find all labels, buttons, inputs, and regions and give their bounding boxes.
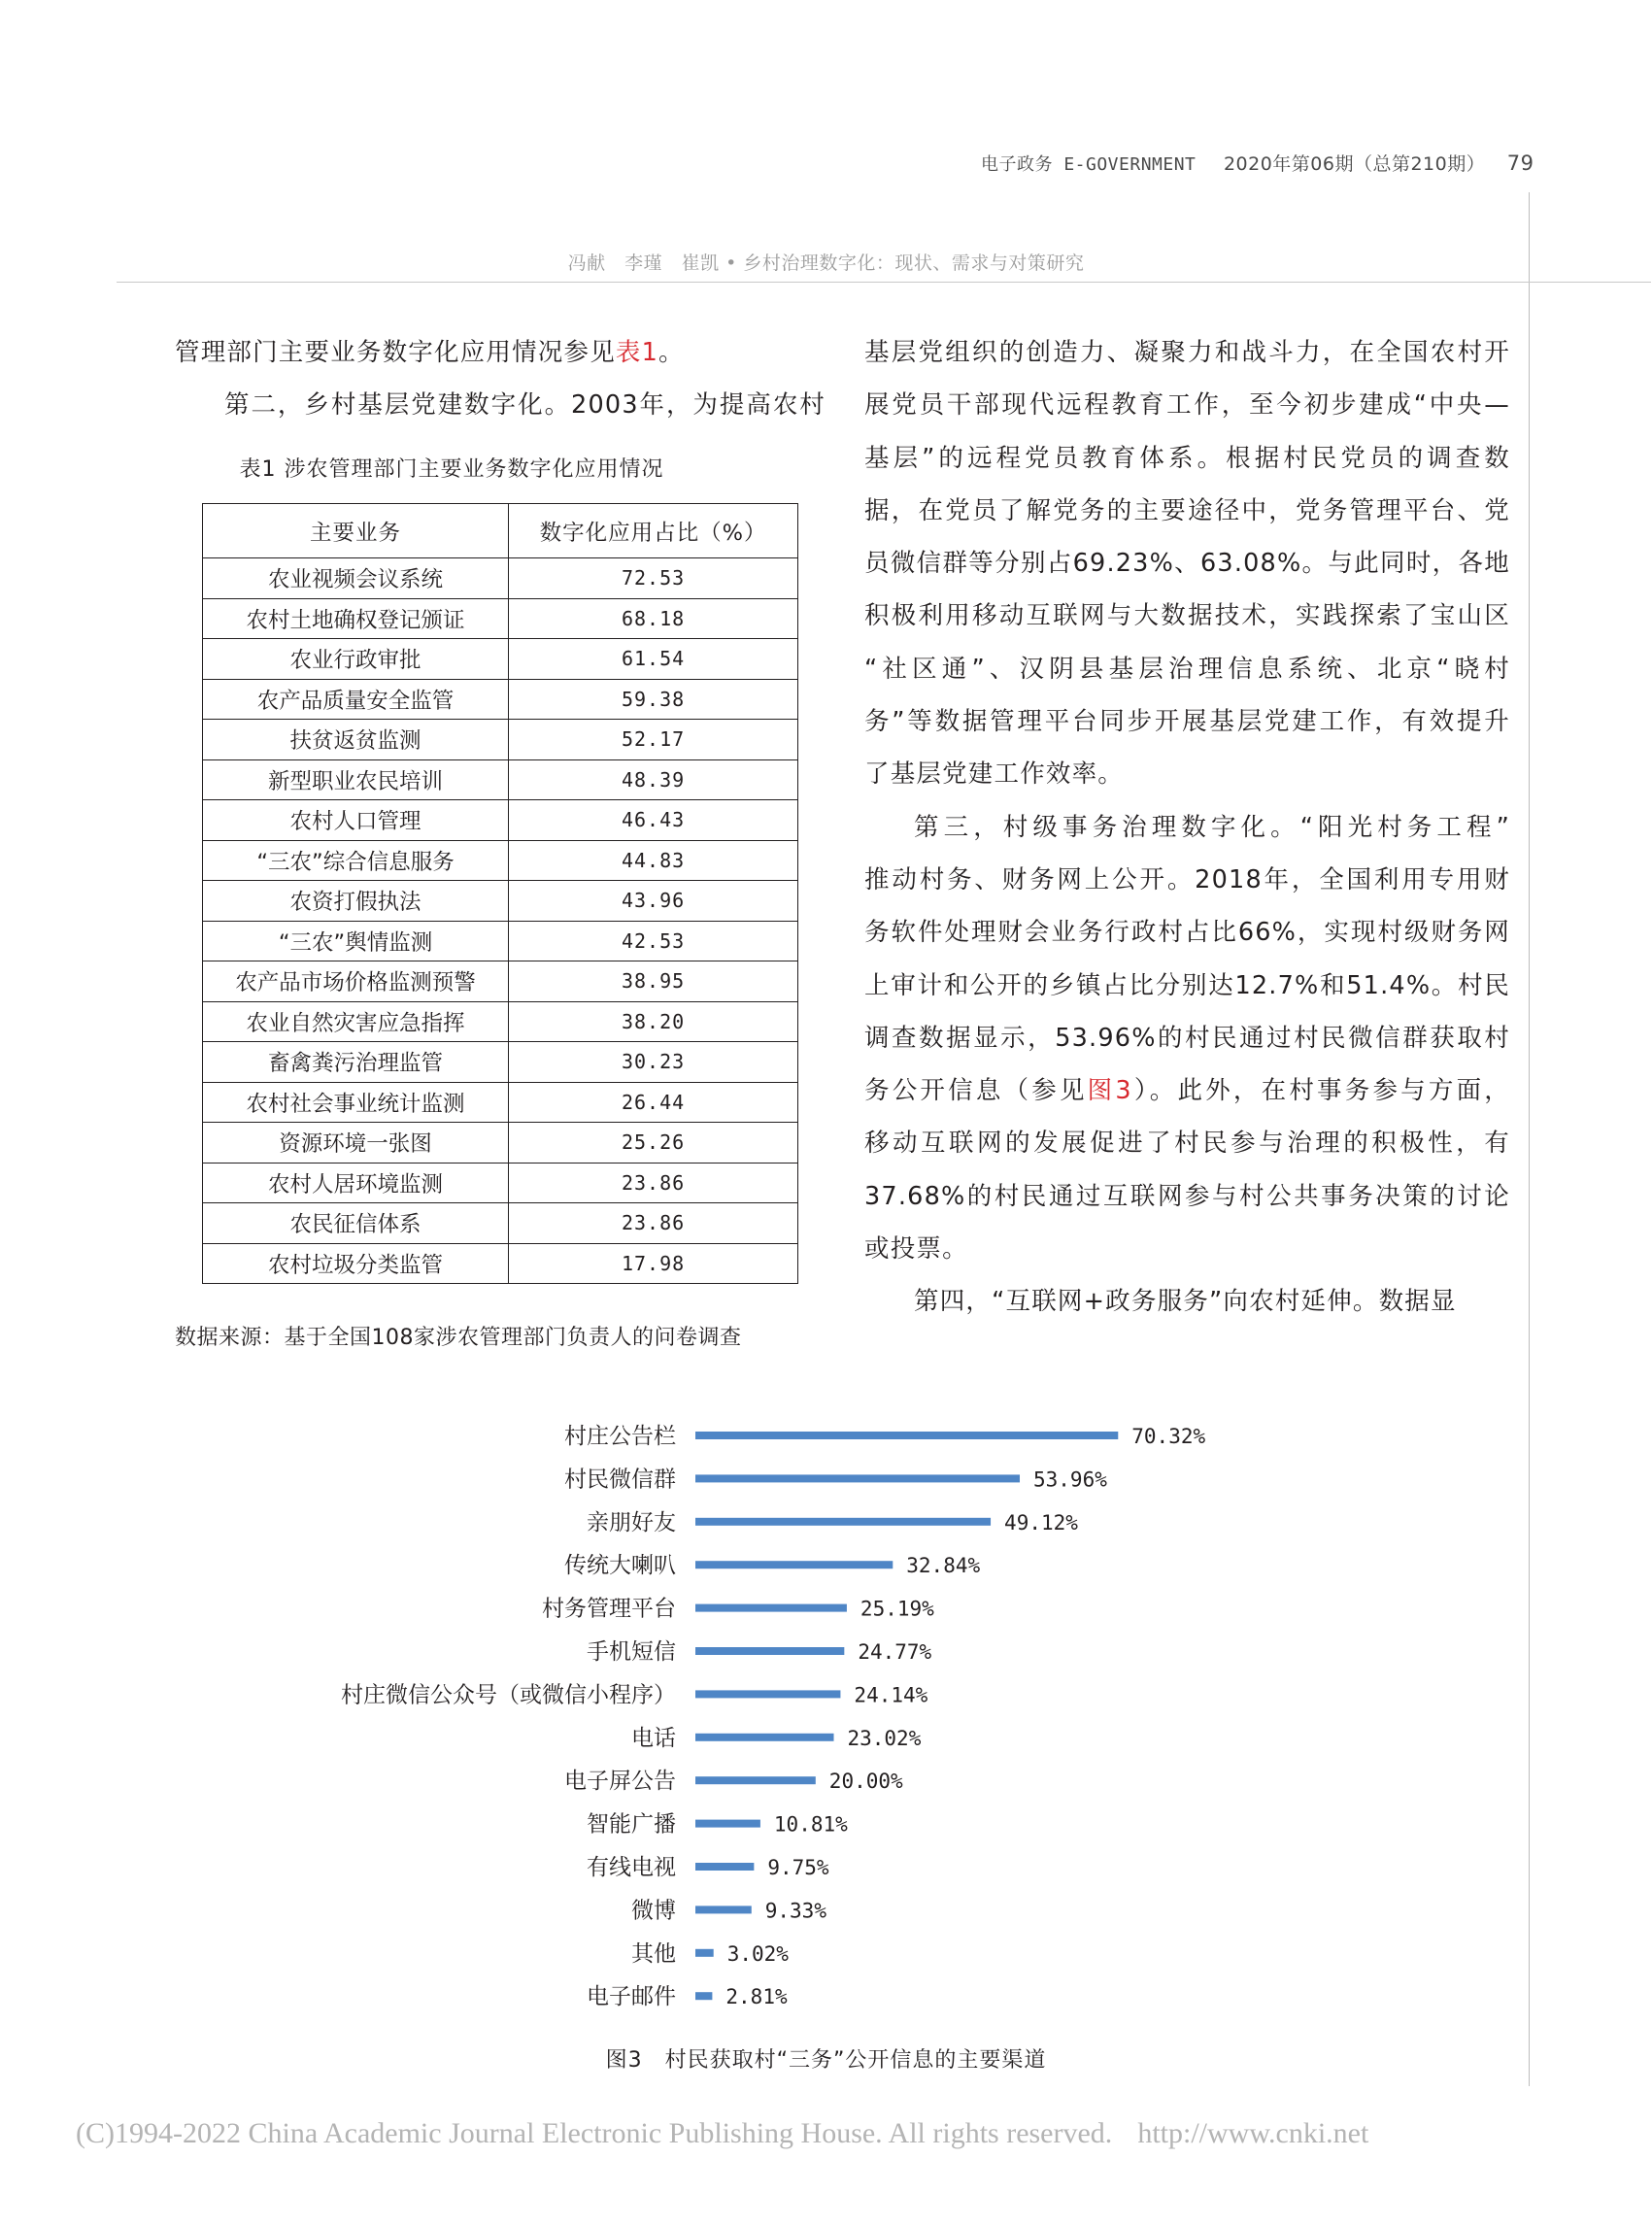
paragraph-line: 据，在党员了解党务的主要途径中，党务管理平台、党 (864, 495, 1510, 525)
business-name-cell: 农村人居环境监测 (203, 1163, 509, 1203)
value-label: 49.12% (1004, 1510, 1078, 1535)
percentage-cell: 44.83 (509, 840, 798, 881)
table-row (203, 1042, 798, 1083)
bar (695, 1647, 844, 1655)
right-column (864, 326, 1510, 1329)
table-source-note: 数据来源：基于全国108家涉农管理部门负责人的问卷调查 (175, 1326, 742, 1350)
value-label: 9.75% (767, 1856, 829, 1879)
paragraph-line (864, 1064, 1510, 1117)
paragraph-line: 基层党组织的创造力、凝聚力和战斗力，在全国农村开 (864, 338, 1510, 367)
running-title: 冯献 李瑾 崔凯 • 乡村治理数字化：现状、需求与对策研究 (567, 253, 1085, 274)
bar (695, 1432, 1118, 1439)
copyright-footer (76, 2117, 1591, 2150)
value-label: 70.32% (1131, 1425, 1206, 1448)
table-row (203, 720, 798, 760)
value-label: 32.84% (906, 1554, 981, 1578)
business-name-cell: 农产品质量安全监管 (203, 679, 509, 720)
business-name-cell: 农业自然灾害应急指挥 (203, 1001, 509, 1042)
paragraph-line: 基层”的远程党员教育体系。根据村民党员的调查数 (864, 443, 1510, 473)
bar (695, 1863, 754, 1871)
category-label: 传统大喇叭 (564, 1553, 676, 1579)
paragraph-line: 移动互联网的发展促进了村民参与治理的积极性，有 (864, 1129, 1510, 1159)
business-name-cell: 农村社会事业统计监测 (203, 1082, 509, 1123)
table-reference-link[interactable]: 表1 (615, 338, 659, 367)
percentage-cell: 61.54 (509, 639, 798, 680)
table-body (203, 558, 798, 1284)
table-row (203, 1203, 798, 1244)
value-label: 9.33% (764, 1899, 826, 1923)
text-run: 管理部门主要业务数字化应用情况参见 (175, 338, 616, 367)
business-name-cell: 农民征信体系 (203, 1203, 509, 1244)
value-label: 53.96% (1033, 1467, 1107, 1492)
paragraph-line: 积极利用移动互联网与大数据技术，实践探索了宝山区 (864, 601, 1510, 631)
category-label: 智能广播 (587, 1811, 676, 1838)
category-label: 村庄微信公众号（或微信小程序） (341, 1682, 676, 1708)
text-run: 。 (658, 338, 685, 367)
percentage-cell: 72.53 (509, 558, 798, 599)
paragraph-line: 调查数据显示，53.96%的村民通过村民微信群获取村 (864, 1023, 1510, 1053)
paragraph-line: 第四，“互联网+政务服务”向农村延伸。数据显 (914, 1287, 1457, 1317)
table-row (203, 1082, 798, 1123)
business-name-cell: 农产品市场价格监测预警 (203, 961, 509, 1002)
bar (695, 1604, 847, 1612)
business-name-cell: “三农”舆情监测 (203, 921, 509, 961)
table-row (203, 1123, 798, 1164)
business-name-cell: 农村人口管理 (203, 800, 509, 841)
page-number: 79 (1506, 152, 1534, 175)
bar (695, 1949, 714, 1957)
table-caption: 表1 涉农管理部门主要业务数字化应用情况 (239, 457, 664, 482)
percentage-cell: 25.26 (509, 1123, 798, 1164)
percentage-cell: 43.96 (509, 881, 798, 922)
table-row (203, 759, 798, 800)
percentage-cell: 23.86 (509, 1203, 798, 1244)
paragraph-line: 37.68%的村民通过互联网参与村公共事务决策的讨论 (864, 1181, 1510, 1211)
category-label: 村庄公告栏 (564, 1424, 676, 1449)
text-run: 务公开信息（参见 (864, 1076, 1088, 1106)
category-label: 有线电视 (587, 1855, 676, 1880)
column-header: 数字化应用占比（%） (509, 504, 798, 558)
bar (695, 1690, 840, 1698)
paragraph-line: 第三，村级事务治理数字化。“阳光村务工程” (914, 812, 1510, 842)
cnki-link[interactable]: http://www.cnki.net (1137, 2117, 1369, 2149)
paragraph (175, 326, 826, 379)
business-name-cell: 畜禽粪污治理监管 (203, 1042, 509, 1083)
paragraph-line: 务”等数据管理平台同步开展基层党建工作，有效提升 (864, 707, 1510, 737)
percentage-cell: 42.53 (509, 921, 798, 961)
paragraph-line: 了基层党建工作效率。 (864, 759, 1125, 790)
table-row (203, 558, 798, 599)
paragraph-line: 上审计和公开的乡镇占比分别达12.7%和51.4%。村民 (864, 970, 1510, 1000)
percentage-cell: 17.98 (509, 1243, 798, 1284)
journal-name: 电子政务 E-GOVERNMENT (981, 154, 1197, 175)
bar (695, 1561, 893, 1568)
business-name-cell: 农业视频会议系统 (203, 558, 509, 599)
value-label: 23.02% (847, 1726, 922, 1750)
percentage-cell: 59.38 (509, 679, 798, 720)
category-label: 村务管理平台 (542, 1596, 676, 1622)
business-name-cell: 新型职业农民培训 (203, 759, 509, 800)
bar (695, 1734, 833, 1741)
percentage-cell: 38.20 (509, 1001, 798, 1042)
bar (695, 1776, 816, 1784)
value-label: 24.77% (858, 1640, 932, 1664)
percentage-cell: 48.39 (509, 759, 798, 800)
bar (695, 1474, 1020, 1482)
table-row (203, 1163, 798, 1203)
table-header-row (203, 504, 798, 558)
business-name-cell: 扶贫返贫监测 (203, 720, 509, 760)
bar (695, 1518, 991, 1526)
category-label: 亲朋好友 (587, 1509, 676, 1535)
paragraph-line: “社区通”、汉阴县基层治理信息系统、北京“晓村 (864, 654, 1510, 684)
business-name-cell: 农村土地确权登记颁证 (203, 598, 509, 639)
paragraph-line: 或投票。 (864, 1234, 968, 1265)
table-row (203, 961, 798, 1002)
value-label: 24.14% (854, 1683, 928, 1707)
value-label: 10.81% (773, 1812, 848, 1837)
paragraph-line: 推动村务、财务网上公开。2018年，全国利用专用财 (864, 864, 1510, 894)
percentage-cell: 68.18 (509, 598, 798, 639)
business-name-cell: 农资打假执法 (203, 881, 509, 922)
category-label: 电子屏公告 (564, 1769, 676, 1795)
table-row (203, 598, 798, 639)
figure-reference-link[interactable]: 图3 (1087, 1076, 1132, 1106)
category-label: 村民微信群 (564, 1467, 676, 1493)
business-name-cell: 资源环境一张图 (203, 1123, 509, 1164)
percentage-cell: 30.23 (509, 1042, 798, 1083)
percentage-cell: 26.44 (509, 1082, 798, 1123)
business-name-cell: “三农”综合信息服务 (203, 840, 509, 881)
table-row (203, 679, 798, 720)
table-row (203, 1243, 798, 1284)
paragraph-line: 展党员干部现代远程教育工作，至今初步建成“中央— (864, 390, 1510, 421)
bar (695, 1820, 760, 1828)
info-channels-bar-chart (0, 1399, 1652, 2040)
category-label: 电子邮件 (587, 1984, 676, 2010)
table-row (203, 840, 798, 881)
table-row (203, 921, 798, 961)
paragraph-line: 员微信群等分别占69.23%、63.08%。与此同时，各地 (864, 549, 1510, 579)
business-name-cell: 农村垃圾分类监管 (203, 1243, 509, 1284)
business-name-cell: 农业行政审批 (203, 639, 509, 680)
text-run: ）。此外，在村事务参与方面， (1131, 1076, 1510, 1106)
value-label: 3.02% (726, 1941, 789, 1966)
header-divider (117, 282, 1651, 283)
percentage-cell: 52.17 (509, 720, 798, 760)
left-column (175, 326, 826, 432)
journal-header (981, 150, 1534, 176)
percentage-cell: 46.43 (509, 800, 798, 841)
category-label: 其他 (631, 1940, 676, 1967)
business-digitalization-table (202, 503, 798, 1284)
table-row (203, 800, 798, 841)
category-label: 微博 (631, 1898, 676, 1924)
bar (695, 1906, 752, 1913)
issue-info: 2020年第06期（总第210期） (1223, 153, 1486, 175)
table-row (203, 881, 798, 922)
value-label: 20.00% (828, 1770, 903, 1794)
paragraph-line: 务软件处理财会业务行政村占比66%，实现村级财务网 (864, 918, 1510, 948)
table-row (203, 1001, 798, 1042)
bar (695, 1992, 712, 2000)
copyright-text: (C)1994-2022 China Academic Journal Electronic Publishing House. All rights reserved. (76, 2117, 1113, 2149)
figure-caption: 图3 村民获取村“三务”公开信息的主要渠道 (605, 2048, 1047, 2073)
category-label: 电话 (631, 1725, 676, 1751)
percentage-cell: 23.86 (509, 1163, 798, 1203)
table-row (203, 639, 798, 680)
category-label: 手机短信 (587, 1639, 676, 1665)
column-header: 主要业务 (203, 504, 509, 558)
percentage-cell: 38.95 (509, 961, 798, 1002)
value-label: 2.81% (725, 1985, 788, 2009)
value-label: 25.19% (860, 1597, 934, 1621)
paragraph-line: 第二，乡村基层党建数字化。2003年，为提高农村 (224, 390, 826, 421)
